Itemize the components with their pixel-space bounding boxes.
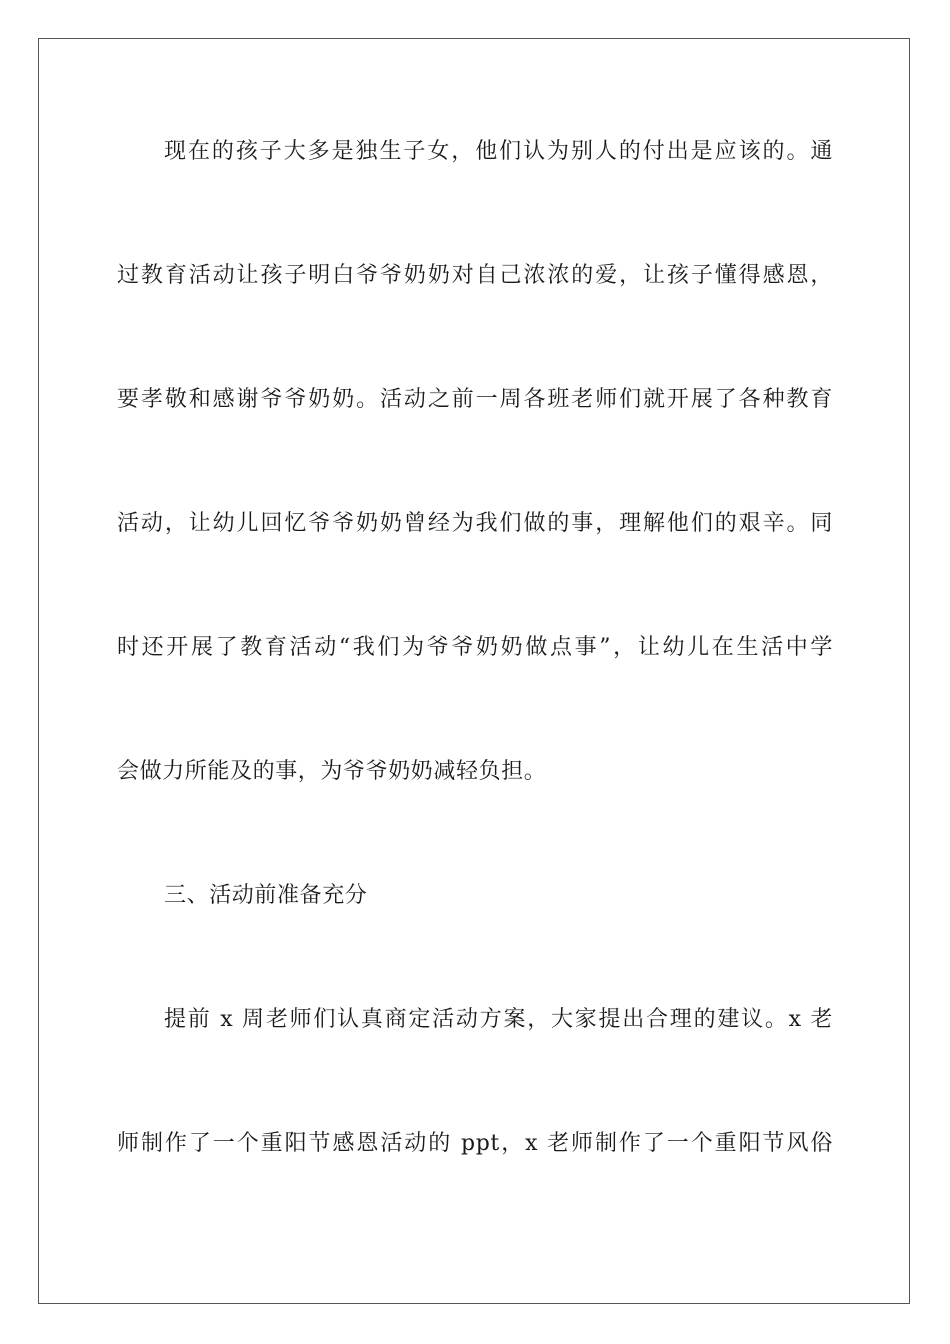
paragraph-line-5: 时还开展了教育活动“我们为爷爷奶奶做点事”，让幼儿在生活中学 [117, 635, 833, 660]
page-border [38, 38, 910, 1304]
paragraph-line-4: 活动，让幼儿回忆爷爷奶奶曾经为我们做的事，理解他们的艰辛。同 [117, 511, 833, 536]
paragraph-line-1: 现在的孩子大多是独生子女，他们认为别人的付出是应该的。通 [164, 139, 833, 164]
paragraph-line-3: 要孝敬和感谢爷爷奶奶。活动之前一周各班老师们就开展了各种教育 [117, 387, 833, 412]
section-heading: 三、活动前准备充分 [164, 883, 368, 908]
paragraph-line-2: 过教育活动让孩子明白爷爷奶奶对自己浓浓的爱，让孩子懂得感恩， [117, 263, 833, 288]
paragraph-line-6: 会做力所能及的事，为爷爷奶奶减轻负担。 [117, 759, 547, 784]
paragraph-line-7: 提前 x 周老师们认真商定活动方案，大家提出合理的建议。x 老 [164, 1007, 833, 1032]
paragraph-line-8: 师制作了一个重阳节感恩活动的 ppt，x 老师制作了一个重阳节风俗 [117, 1131, 833, 1156]
